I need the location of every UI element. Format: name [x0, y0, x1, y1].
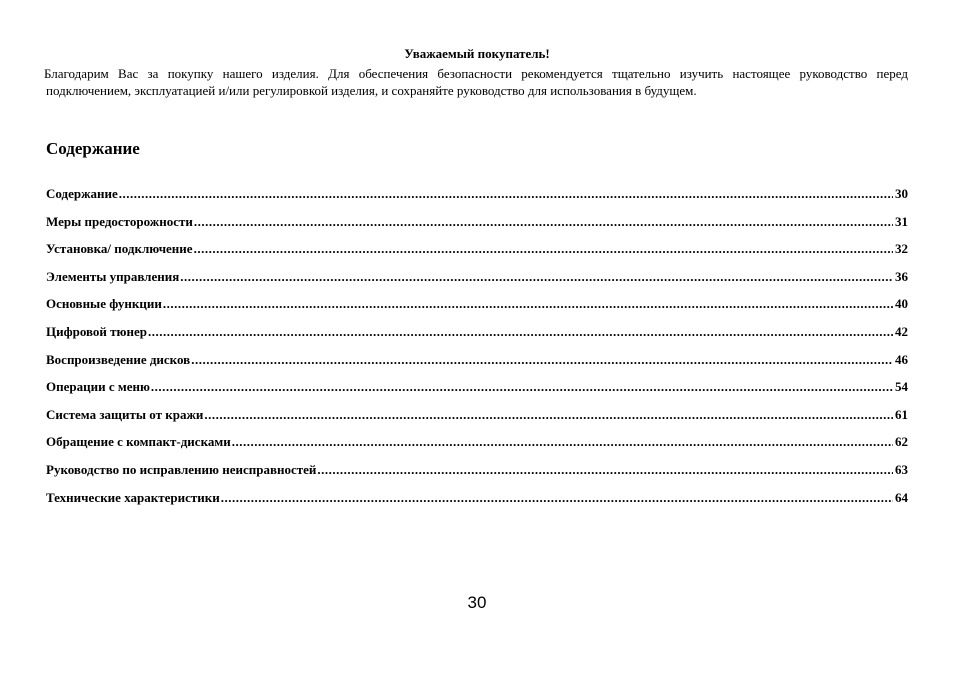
toc-dot-leader [204, 407, 893, 423]
toc-dot-leader [221, 490, 893, 506]
toc-item-title: Цифровой тюнер [46, 323, 147, 339]
intro-paragraph: Благодарим Вас за покупку нашего изделия. Для обеспечения безопасности рекомендуется тщательно изучить настоящее руководство перед подключением, эксплуатацией и/или регулировкой изделия, и сохраняйте руководство для использования в будущем. [44, 66, 908, 98]
toc-item[interactable] [46, 296, 908, 324]
toc-item[interactable] [46, 324, 908, 352]
toc-item[interactable] [46, 352, 908, 380]
toc-item[interactable] [46, 407, 908, 435]
toc-item-page: 54 [895, 379, 908, 395]
toc-dot-leader [180, 269, 893, 285]
toc-dot-leader [148, 324, 893, 340]
toc-item[interactable] [46, 241, 908, 269]
toc-item-title: Обращение с компакт-дисками [46, 434, 231, 450]
toc-item-title: Основные функции [46, 296, 162, 312]
toc-item-title: Операции с меню [46, 379, 150, 395]
toc-item[interactable] [46, 434, 908, 462]
toc-item-page: 42 [895, 323, 908, 339]
toc-item[interactable] [46, 490, 908, 518]
toc-item-title: Установка/ подключение [46, 241, 193, 257]
toc-dot-leader [232, 434, 893, 450]
toc-dot-leader [194, 241, 893, 257]
page-number: 30 [467, 593, 487, 612]
toc-item[interactable] [46, 379, 908, 407]
toc-item[interactable] [46, 462, 908, 490]
toc-item-title: Элементы управления [46, 268, 180, 284]
table-of-contents [46, 186, 908, 517]
toc-item-page: 40 [895, 296, 908, 312]
toc-heading: Содержание [46, 139, 140, 158]
toc-item[interactable] [46, 186, 908, 214]
toc-item-page: 32 [895, 241, 908, 257]
toc-item-page: 46 [895, 351, 908, 367]
toc-item-page: 36 [895, 268, 908, 284]
toc-item-page: 62 [895, 434, 908, 450]
toc-item-title: Руководство по исправлению неисправностей [46, 461, 317, 477]
toc-item-page: 61 [895, 406, 908, 422]
toc-item-title: Технические характеристики [46, 489, 220, 505]
toc-dot-leader [119, 186, 893, 202]
toc-dot-leader [317, 462, 893, 478]
toc-dot-leader [194, 214, 893, 230]
toc-item-page: 63 [895, 461, 908, 477]
toc-dot-leader [163, 296, 893, 312]
toc-dot-leader [191, 352, 893, 368]
greeting-heading: Уважаемый покупатель! [404, 46, 550, 61]
toc-dot-leader [151, 379, 893, 395]
toc-item[interactable] [46, 269, 908, 297]
toc-item-title: Меры предосторожности [46, 213, 193, 229]
toc-item-title: Воспроизведение дисков [46, 351, 191, 367]
toc-item-page: 30 [895, 186, 908, 201]
toc-item-page: 31 [895, 213, 908, 229]
toc-item[interactable] [46, 214, 908, 242]
toc-item-page: 64 [895, 489, 908, 505]
toc-item-title: Система защиты от кражи [46, 406, 204, 422]
toc-item-title: Содержание [46, 186, 118, 201]
